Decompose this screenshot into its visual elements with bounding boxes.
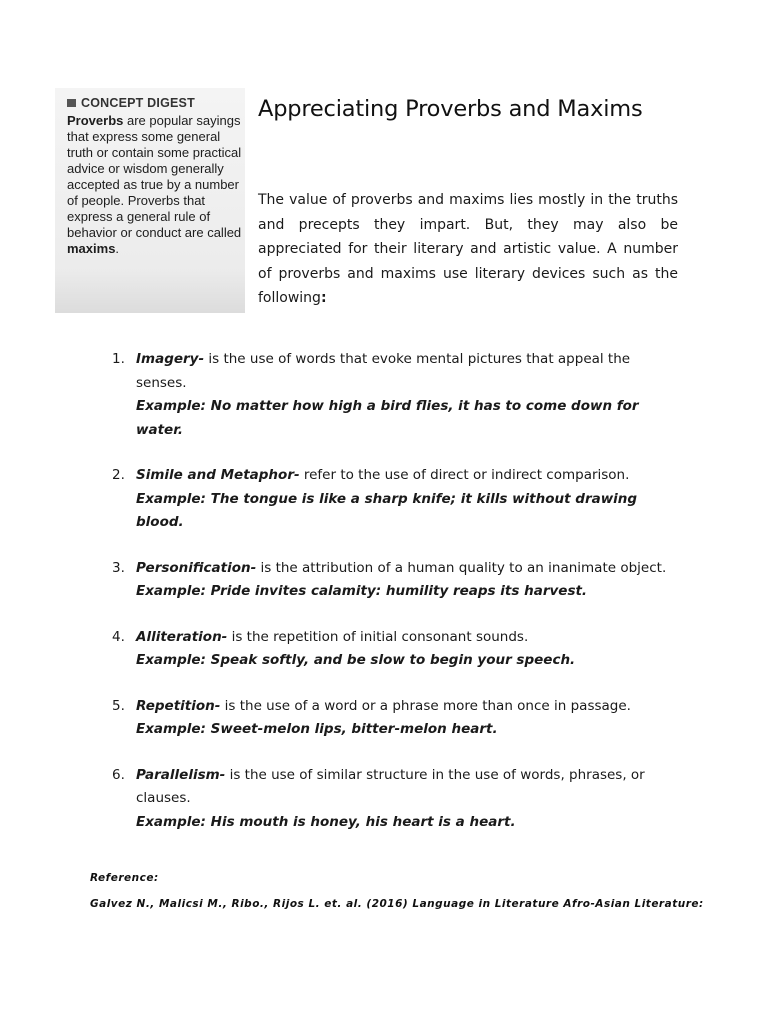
reference-label: Reference: bbox=[90, 872, 159, 884]
item-number: 2. bbox=[112, 467, 125, 483]
list-item bbox=[112, 695, 672, 742]
device-definition: is the use of a word or a phrase more than once in passage. bbox=[220, 697, 631, 714]
device-term: Alliteration- bbox=[136, 628, 228, 645]
concept-digest-body bbox=[67, 113, 245, 257]
proverbs-definition: are popular sayings that express some general truth or contain some practical advice or wisdom generally accepted as true by a number of people. Proverbs that express a general rule of behavior or conduct are called bbox=[67, 113, 242, 240]
square-bullet-icon bbox=[67, 99, 76, 107]
concept-digest-heading bbox=[67, 96, 237, 110]
device-example: Example: No matter how high a bird flies, it has to come down for water. bbox=[136, 398, 639, 438]
device-example: Example: Pride invites calamity: humility reaps its harvest. bbox=[136, 583, 588, 599]
device-example: Example: Speak softly, and be slow to begin your speech. bbox=[136, 652, 576, 668]
literary-devices-list bbox=[112, 348, 672, 856]
item-number: 5. bbox=[112, 697, 125, 714]
reference-text: Galvez N., Malicsi M., Ribo., Rijos L. et. al. (2016) Language in Literature Afro-Asian Literature: bbox=[90, 898, 704, 910]
device-term: Parallelism- bbox=[136, 766, 226, 783]
intro-text: The value of proverbs and maxims lies mostly in the truths and precepts they impart. But, they may also be appreciated for their literary and artistic value. A number of proverbs and maxims use literary devices such as the following bbox=[258, 192, 678, 306]
item-number: 3. bbox=[112, 559, 125, 576]
device-definition: is the use of similar structure in the use of words, phrases, or clauses. bbox=[136, 766, 645, 806]
maxims-term: maxims bbox=[67, 241, 116, 256]
device-example: Example: Sweet-melon lips, bitter-melon heart. bbox=[136, 721, 498, 737]
device-example: Example: His mouth is honey, his heart is a heart. bbox=[136, 813, 516, 830]
device-definition: is the attribution of a human quality to an inanimate object. bbox=[256, 559, 667, 576]
list-item bbox=[112, 626, 672, 673]
item-number: 6. bbox=[112, 766, 125, 783]
page-title: Appreciating Proverbs and Maxims bbox=[258, 96, 643, 122]
intro-paragraph bbox=[258, 188, 678, 311]
intro-end: : bbox=[320, 290, 327, 306]
item-number: 1. bbox=[112, 351, 125, 367]
item-number: 4. bbox=[112, 628, 125, 645]
device-definition: refer to the use of direct or indirect comparison. bbox=[299, 467, 630, 483]
list-item bbox=[112, 348, 672, 442]
proverbs-term: Proverbs bbox=[67, 113, 124, 128]
list-item bbox=[112, 557, 672, 604]
device-example: Example: The tongue is like a sharp knife; it kills without drawing blood. bbox=[136, 490, 638, 530]
device-term: Imagery- bbox=[136, 351, 205, 367]
concept-digest-box bbox=[55, 88, 245, 313]
device-term: Repetition- bbox=[136, 697, 221, 714]
device-definition: is the repetition of initial consonant sounds. bbox=[227, 628, 529, 645]
device-definition: is the use of words that evoke mental pictures that appeal the senses. bbox=[136, 351, 631, 391]
concept-digest-heading-text: CONCEPT DIGEST bbox=[81, 96, 195, 110]
maxims-end: . bbox=[115, 241, 120, 256]
device-term: Personification- bbox=[136, 559, 257, 576]
list-item bbox=[112, 464, 672, 535]
device-term: Simile and Metaphor- bbox=[136, 467, 300, 483]
list-item bbox=[112, 764, 672, 835]
